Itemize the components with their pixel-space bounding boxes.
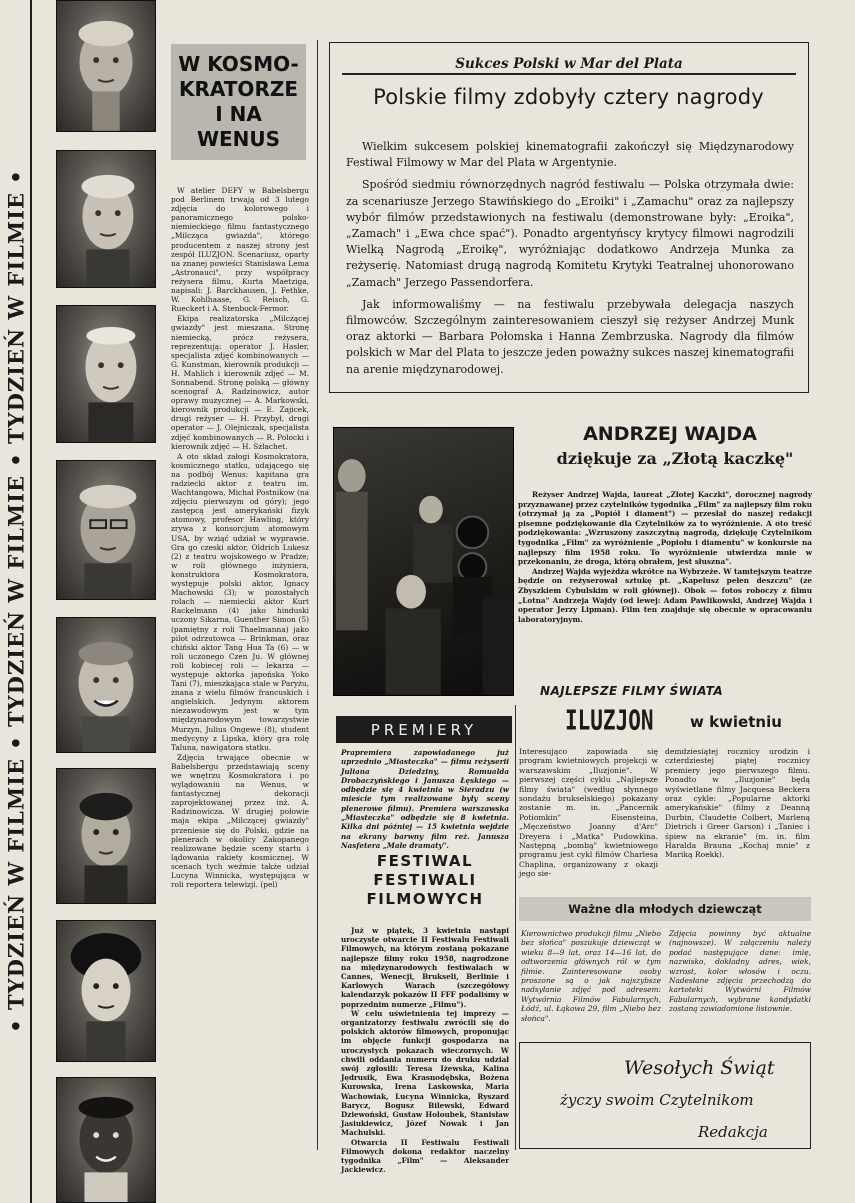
greeting-box	[519, 1042, 811, 1149]
kosmo-article	[171, 186, 309, 890]
wajda-subheading: dziękuje za „Złotą kaczkę"	[556, 449, 794, 468]
festiwal-title: FESTIWAL FESTIWALI FILMOWYCH	[366, 852, 484, 908]
kosmo-title: W KOSMO- KRATORZE I NA WENUS	[178, 52, 299, 151]
festiwal-paragraph-2: W celu uświetnienia tej imprezy — organizatorzy festiwalu zwrócili się do polskich aktorów filmowych, proponując im objęcie funkcji gospodarza na uroczystych pokazach wieczornych. W chwili oddania numeru do druku udział swój zgłosili: Teresa Iżewska, Kalina Jędrusik, Ewa Krasnodębska, Bożena Kurowska, Irena Laskowska, Maria Wachowiak, Lucyna Winnicka, Ryszard Barycz, Bogusz Bilewski, Edward Dziewoński, Gustaw Holoubek, Stanisław Jasiukiewicz, Józef Nowak i Jan Machulski.	[341, 1008, 509, 1138]
greeting-line-2: życzy swoim Czytelnikom	[560, 1091, 754, 1109]
wajda-paragraph-1: Reżyser Andrzej Wajda, laureat „Złotej Kaczki", dorocznej nagrody przyznawanej przez czytelników tygodnika „Film" za najlepszy film roku (otrzymał ją za „Popiół i diament") — przesłał do naszej redakcji pisemne podziękowanie dla Czytelników za to wyróżnienie. A oto treść podziękowania: „Wzruszony zaszczytną nagrodą, dziękuję Czytelnikom tygodnika „Film" za wyróżnienie „Popiołu i diamentu" w konkursie na najlepszy film 1958 roku. To wyróżnienie utwierdza mnie w przekonaniu, że droga, którą obrałem, jest słuszna".	[518, 490, 812, 567]
column-divider-2	[515, 705, 516, 1150]
portrait-2	[56, 150, 156, 288]
greeting-signature: Redakcja	[698, 1123, 768, 1141]
kosmo-paragraph-4: Zdjęcia trwające obecnie w Babelsbergu przedstawiają sceny we wnętrzu Kosmokratora i po wylądowaniu na Wenus, w fantastycznej dekoracji zaprojektowanej przez inż. A. Radzinowicza. W drugiej połowie maja ekipa „Milczącej gwiazdy" przeniesie się do Polski, gdzie na plenerach w okolicy Zakopanego realizowane będzie sceny startu i lądowania rakiety kosmicznej. W scenach tych weźmie także udział Lucyna Winnicka, występująca w roli reportera telewizji. (pel)	[171, 752, 309, 890]
wozne-heading: Ważne dla młodych dziewcząt	[519, 897, 811, 921]
wozne-column-2: Zdjęcia powinny być aktualne (najnowsze). W załączeniu należy podać następujące dane: imię, nazwisko, dokładny adres, wiek, wzrost, kolor włosów i oczu. Nadesłane zdjęcia przechodzą do kartoteki Wytwórni Filmów Fabularnych, wybrane kandydatki zostaną zawiadomione listownie.	[669, 929, 811, 1014]
mar-del-plata-paragraph-1: Wielkim sukcesem polskiej kinematografii zakończył się Międzynarodowy Festiwal Filmowy w Mar del Plata w Argentynie.	[346, 140, 794, 170]
kosmo-paragraph-2: Ekipa realizatorska „Milczącej gwiazdy" jest mieszana. Stronę niemiecką, prócz reżysera, reprezentują: operator J. Hasler, specjalista zdjęć kombinowanych — G. Kunstman, kierownik produkcji — H. Mahlich i kierownik zdjęć — M. Sonnabend. Stronę polską — główny scenograf A. Radzinowicz, autor oprawy muzycznej — A. Markowski, kierownik produkcji — E. Zajicek, drugi reżyser — H. Przybył, drugi operator — J. Olejniczak, specjalista zdjęć kombinowanych — R. Polocki i kierownik zdjęć — H. Szlachet.	[171, 314, 309, 451]
portrait-4	[56, 460, 156, 600]
mar-del-plata-body	[346, 139, 794, 384]
greeting-line-1: Wesołych Świąt	[624, 1057, 775, 1079]
portrait-6	[56, 768, 156, 904]
wajda-heading: ANDRZEJ WAJDA	[583, 423, 757, 445]
wajda-photo	[333, 427, 514, 696]
column-divider	[317, 40, 318, 1150]
festiwal-paragraph-3: Otwarcia II Festiwalu Festiwali Filmowych dokona redaktor naczelny tygodnika „Film" — Aleksander Jackiewicz.	[341, 1137, 509, 1175]
festiwal-paragraph-1: Już w piątek, 3 kwietnia nastąpi uroczyste otwarcie II Festiwalu Festiwali Filmowych, na którym zostaną pokazane najlepsze filmy roku 1958, nagrodzone na międzynarodowych festiwalach w Cannes, Wenecji, Brukseli, Berlinie i Karlowych Warach (szczegółowy kalendarzyk pokazów II FFF podaliśmy w poprzednim numerze „Filmu").	[341, 926, 509, 1009]
side-strip-text: • TYDZIEŃ W FILMIE • TYDZIEŃ W FILMIE • TYDZIEŃ W FILMIE •	[3, 169, 29, 1033]
najlepsze-kicker: NAJLEPSZE FILMY ŚWIATA	[540, 684, 724, 698]
wajda-paragraph-2: Andrzej Wajda wyjeżdża wkrótce na Wybrzeże. W tamtejszym teatrze będzie on reżyserował sztukę pt. „Kapelusz pełen deszczu" (ze Zbyszkiem Cybulskim w roli głównej). Obok — fotos roboczy z filmu „Lotna" Andrzeja Wajdy (od lewej: Adam Pawlikowski, Andrzej Wajda i operator Jerzy Lipman). Film ten znajduje się obecnie w opracowaniu laboratoryjnym.	[518, 566, 812, 624]
festiwal-article	[341, 926, 509, 1174]
mar-del-plata-paragraph-3: Jak informowaliśmy — na festiwalu przebywała delegacja naszych filmowców. Szczególnym zainteresowaniem cieszył się reżyser Andrzej Munk oraz aktorki — Barbara Połomska i Hanna Zembrzuska. Nagrody dla filmów polskich w Mar del Plata to jeszcze jeden poważny sukces naszej kinematografii na arenie międzynarodowej.	[346, 297, 794, 376]
mar-del-plata-paragraph-2: Spośród siedmiu równorzędnych nagród festiwalu — Polska otrzymała dwie: za scenariusze Jerzego Stawińskiego do „Eroiki" i „Zamachu" oraz za najlepszy wybór filmów przedstawionych na festiwalu (demonstrowane były: „Eroika", „Zamach" i „Ewa chce spać"). Ponadto argentyńscy krytycy filmowi nagrodzili Wielką Nagrodą „Eroikę", wyróżniając dodatkowo Andrzeja Munka za reżyserię. Natomiast drugą nagrodą Komitetu Krytyki Teatralnej uhonorowano „Zamach" Jerzego Passendorfera.	[346, 178, 794, 289]
najlepsze-column-1: Interesująco zapowiada się program kwietniowych projekcji w warszawskim „Iluzjonie". W pierwszej części cyklu „Najlepsze filmy świata" (według słynnego sondażu brukselskiego) pokazany zostanie m. in. „Pancernik Potiomkin" Eisensteina, „Męczeństwo Joanny d'Arc" Dreyera i „Matka" Pudowkina. Następną „bombą" kwietniowego programu jest cykl filmów Charlesa Chaplina, organizowany z okazji jego sie-	[519, 747, 658, 879]
side-strip	[0, 0, 32, 1203]
iluzjon-heading-tail: w kwietniu	[690, 713, 782, 731]
mar-del-plata-kicker: Sukces Polski w Mar del Plata	[342, 56, 796, 75]
wozne-column-1: Kierownictwo produkcji filmu „Niebo bez słońca" poszukuje dziewcząt w wieku 8—9 lat, oraz 14—16 lat, do odtworzenia głównych ról w tym filmie. Zainteresowane osoby proszone są o jak najszybsze nadsyłanie zdjęć pod adresem: Wytwórnia Filmów Fabularnych, Łódź, ul. Łąkowa 29, film „Niebo bez słońca".	[521, 929, 661, 1023]
portrait-1	[56, 0, 156, 132]
kosmo-paragraph-1: W atelier DEFY w Babelsbergu pod Berlinem trwają od 3 lutego zdjęcia do kolorowego i panoramicznego polsko-niemieckiego filmu fantastycznego „Milcząca gwiazda", którego producentem z naszej strony jest zespół ILUZJON. Scenariusz, oparty na znanej powieści Stanisława Lema „Astronauci", przy współpracy reżysera filmu, Kurta Maetziga, napisali: J. Barckhausen, J. Fethke, W. Kohlhaase, G. Reisch, G. Rueckert i A. Stenbock-Fermor.	[171, 186, 309, 314]
portrait-5	[56, 617, 156, 753]
mar-del-plata-title: Polskie filmy zdobyły cztery nagrody	[373, 85, 764, 109]
premiery-label: PREMIERY	[336, 716, 512, 743]
portrait-7	[56, 920, 156, 1062]
kosmo-paragraph-3: A oto skład załogi Kosmokratora, kosmicznego statku, udającego się na podbój Wenus: kapitana gra radziecki aktor z teatru im. Wachtangowa, Michał Postnikow (na zdjęciu pierwszym od góry); jego zastępcą jest amerykański fizyk atomowy, profesor Hawling, który zrywa z konsorcjum atomowym USA, by wziąć udział w wyprawie. Gra go czeski aktor, Oldrich Lukesz (2) z teatru wojskowego w Pradze; w roli głównego inżyniera, konstruktora Kosmokratora, występuje polski aktor, Ignacy Machowski (3); w pozostałych rolach — niemiecki aktor Kurt Rackelmann (4) jako hinduski uczony Sikarna, Guenther Simon (5) (pamiętny z roli Thaelmanna) jako pilot odrzutowca — Brinkman, oraz chiński aktor Tang Hua Ta (6) — w roli uczonego Czen Ju. W głównej roli kobiecej roli — lekarza — występuje aktorka japońska Yoko Tani (7), mieszkająca stale w Paryżu, znana z wielu filmów francuskich i angielskich. Jedynym aktorem niezawodowym jest w tym międzynarodowym towarzystwie Murzyn, Julius Ongewe (8), student medycyny z Lipska, który gra rolę Taluna, nawigatora statku.	[171, 451, 309, 752]
iluzjon-heading: ILUZJON	[565, 705, 654, 737]
portrait-3	[56, 305, 156, 443]
premiery-article: Prapremiera zapowiadanego już uprzednio „Miasteczka" — filmu reżyserii Juliana Dziedziny, Romualda Drobaczyńskiego i Janusza Łęskiego — odbędzie się 4 kwietnia w Sieradzu (w mieście tym realizowane były sceny plenerowe filmu). Premiera warszawska „Miasteczka" odbędzie się 8 kwietnia. Kilka dni później — 15 kwietnia wejdzie na ekrany barwny film reż. Janusza Nasfetera „Małe dramaty".	[341, 748, 509, 850]
najlepsze-column-2: demdziesiątej rocznicy urodzin i czterdziestej piątej rocznicy premiery jego pierwszego filmu. Ponadto w „Iluzjonie" będą wyświetlane filmy Jacquesa Beckera oraz cykle: „Popularne aktorki amerykańskie" (filmy z Deanną Durbin, Claudette Colbert, Marleną Dietrich i Greer Garson) i „Taniec i śpiew na ekranie" (m. in. film Haralda Brauna „Kochaj mnie" z Mariką Roekk).	[665, 747, 810, 860]
mar-del-plata-box	[329, 42, 809, 393]
kosmo-title-box	[171, 44, 306, 160]
portrait-8	[56, 1077, 156, 1203]
wajda-article	[518, 490, 812, 624]
